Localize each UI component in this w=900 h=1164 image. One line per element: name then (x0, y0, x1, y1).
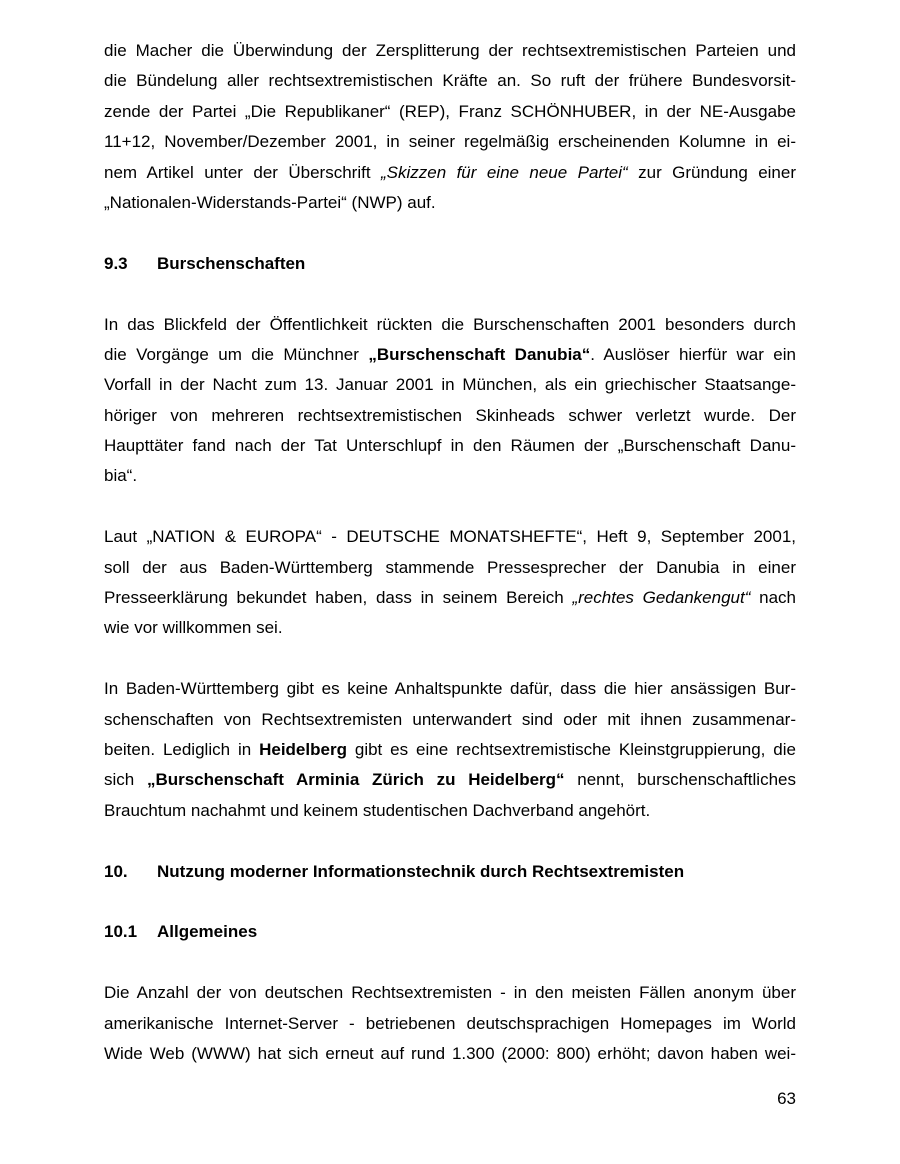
paragraph-allgemeines (104, 978, 796, 1069)
text-run: Presseerklärung bekundet haben, dass in seinem Bereich (104, 588, 573, 608)
bold-term: „Burschenschaft Arminia Zürich zu Heidelberg“ (146, 770, 565, 790)
text-line (104, 765, 796, 795)
text-line: zende der Partei „Die Republikaner“ (REP), Franz SCHÖNHUBER, in der NE-Ausgabe (104, 101, 796, 121)
text-line: In das Blickfeld der Öffentlichkeit rückten die Burschenschaften 2001 besonders durch (104, 314, 796, 334)
document-page (104, 36, 796, 1069)
text-line: „Nationalen-Widerstands-Partei“ (NWP) auf. (104, 192, 436, 212)
section-title: Nutzung moderner Informationstechnik durch Rechtsextremisten (157, 861, 685, 881)
italic-quote: „Skizzen für eine neue Partei“ (380, 162, 628, 182)
italic-quote: „rechtes Gedankengut“ (572, 588, 751, 608)
text-run: zur Gründung einer (627, 162, 796, 182)
text-run: nach (750, 588, 796, 608)
text-line: schenschaften von Rechtsextremisten unterwandert sind oder mit ihnen zusammenar- (104, 709, 796, 729)
text-line: die Macher die Überwindung der Zersplitterung der rechtsextremistischen Parteien und (104, 41, 796, 60)
text-run: die Vorgänge um die Münchner (104, 344, 369, 364)
section-title: Burschenschaften (157, 253, 306, 273)
text-line: Brauchtum nachahmt und keinem studentischen Dachverband angehört. (104, 800, 651, 820)
text-run: nem Artikel unter der Überschrift (104, 162, 381, 182)
section-number: 10. (104, 861, 128, 881)
text-line: bia“. (104, 466, 138, 486)
paragraph-nation-europa (104, 522, 796, 644)
paragraph-burschenschaften (104, 310, 796, 492)
text-line: Die Anzahl der von deutschen Rechtsextremisten - in den meisten Fällen anonym über (104, 983, 796, 1003)
text-line: Haupttäter fand nach der Tat Unterschlupf in den Räumen der „Burschenschaft Danu- (104, 436, 796, 456)
text-line: wie vor willkommen sei. (104, 618, 283, 638)
text-line (104, 340, 796, 370)
text-run: . Auslöser hierfür war ein (590, 344, 796, 364)
text-run: sich (104, 770, 147, 790)
text-line: Laut „NATION & EUROPA“ - DEUTSCHE MONATSHEFTE“, Heft 9, September 2001, (104, 527, 796, 547)
text-line: soll der aus Baden-Württemberg stammende Pressesprecher der Danubia in einer (104, 557, 796, 577)
text-run: nennt, burschenschaftliches (564, 770, 796, 790)
section-number: 9.3 (104, 253, 128, 273)
text-run: gibt es eine rechtsextremistische Kleinstgruppierung, die (346, 739, 796, 759)
page-number: 63 (777, 1089, 796, 1108)
text-line: In Baden-Württemberg gibt es keine Anhaltspunkte dafür, dass die hier ansässigen Bur- (104, 679, 796, 699)
bold-term: „Burschenschaft Danubia“ (368, 344, 591, 364)
text-line: amerikanische Internet-Server - betriebenen deutschsprachigen Homepages im World (104, 1013, 796, 1033)
paragraph-intro (104, 36, 796, 218)
section-number: 10.1 (104, 922, 138, 942)
section-title: Allgemeines (157, 922, 258, 942)
text-line: Wide Web (WWW) hat sich erneut auf rund 1.300 (2000: 800) erhöht; davon haben wei- (104, 1043, 796, 1063)
section-heading-9-3 (104, 249, 796, 279)
text-line (104, 583, 796, 613)
text-line: höriger von mehreren rechtsextremistischen Skinheads schwer verletzt wurde. Der (104, 405, 796, 425)
section-heading-10 (104, 857, 796, 887)
paragraph-baden-wuerttemberg (104, 674, 796, 826)
text-line (104, 158, 796, 188)
text-line (104, 735, 796, 765)
bold-term: Heidelberg (259, 739, 347, 759)
text-line: die Bündelung aller rechtsextremistischen Kräfte an. So ruft der frühere Bundesvorsit- (104, 71, 796, 91)
text-run: beiten. Lediglich in (104, 739, 260, 759)
text-line: 11+12, November/Dezember 2001, in seiner regelmäßig erscheinenden Kolumne in ei- (104, 132, 796, 152)
text-line: Vorfall in der Nacht zum 13. Januar 2001 in München, als ein griechischer Staatsange- (104, 375, 796, 395)
section-heading-10-1 (104, 917, 796, 947)
